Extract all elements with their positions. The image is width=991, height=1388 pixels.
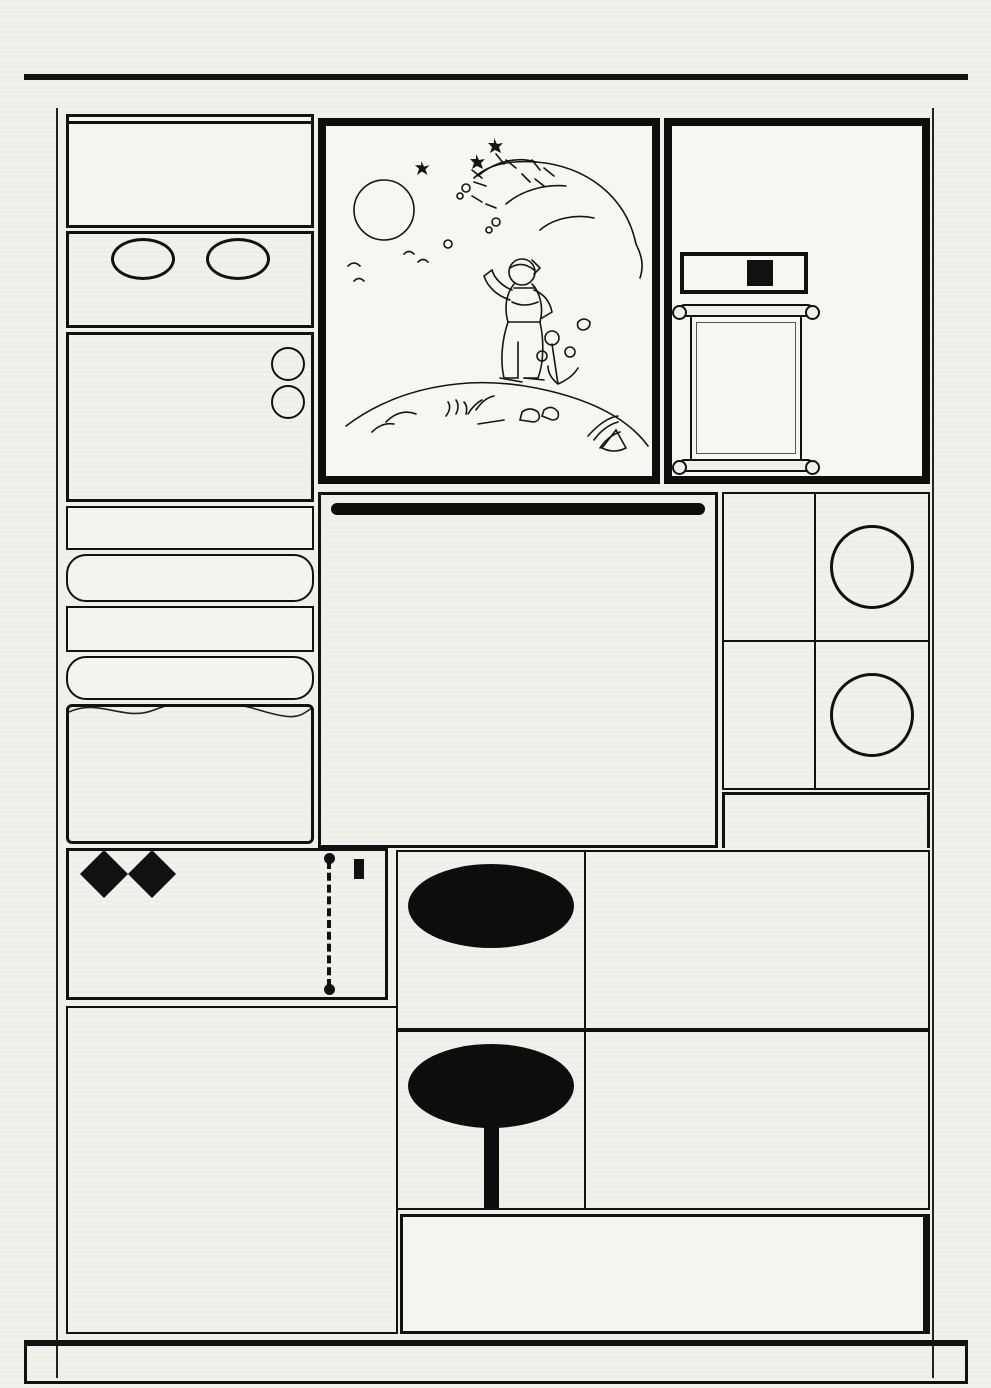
total-open-badge — [408, 864, 574, 948]
provide-number — [271, 347, 305, 381]
badge-stem — [484, 1124, 499, 1150]
imprint-footer — [24, 1340, 968, 1384]
lucky-zodiac-value — [78, 574, 302, 582]
stat-cell — [724, 494, 928, 640]
issue-number — [42, 35, 50, 62]
lucky-wave-row — [66, 606, 314, 652]
zodiac-puzzle-box — [66, 1006, 398, 1334]
gate-table-header — [69, 123, 311, 124]
scroll-verse — [696, 322, 796, 454]
provide-number — [271, 385, 305, 419]
lucky-range-row — [66, 656, 314, 700]
brand-band-left — [20, 108, 58, 1378]
special-open-row — [398, 1028, 928, 1208]
lucky-range-value — [78, 674, 302, 682]
scroll-roller-bottom — [678, 459, 814, 472]
pair-divider — [484, 1150, 499, 1208]
blank-advert-box — [400, 1214, 930, 1334]
scroll-roller-top — [678, 304, 814, 317]
line-drawing-figure-under-moon — [326, 126, 652, 476]
stat-cell — [724, 640, 928, 788]
computer-analysis-box — [318, 492, 718, 848]
diamond-badge — [80, 850, 128, 898]
hanging-scroll — [678, 304, 814, 476]
provide-column — [271, 343, 305, 463]
brand-band-right — [932, 108, 970, 1378]
stat-ball-number — [830, 525, 914, 609]
special-open-badge — [408, 1044, 574, 1128]
cold-hot-box — [66, 231, 314, 328]
cold-hot-number — [206, 238, 270, 280]
cover-illustration — [318, 118, 660, 484]
lucky-zodiac-row — [66, 554, 314, 602]
lucky-special-row — [66, 506, 314, 550]
diamond-badge — [128, 850, 176, 898]
latest-contribution-box — [66, 704, 314, 844]
cold-hot-number — [111, 238, 175, 280]
mystic-congrats-box — [66, 848, 388, 1000]
computer-analysis-banner — [331, 503, 705, 515]
current-special-box — [66, 332, 314, 502]
wavy-line — [69, 704, 314, 722]
buy-small-even-banner — [722, 792, 930, 848]
computer-analysis-paragraph — [321, 529, 715, 579]
mystic-title-box — [664, 118, 930, 484]
seal-square — [747, 260, 773, 286]
even-number-option — [499, 1150, 585, 1208]
brand-band-top — [30, 84, 964, 110]
handwritten-notes — [75, 343, 79, 463]
gate-hot-weak-table — [66, 114, 314, 228]
total-open-paragraph — [600, 864, 914, 895]
tips-label — [354, 859, 364, 879]
special-open-paragraph — [600, 1044, 914, 1075]
big-number-option — [398, 1150, 484, 1208]
dashed-divider — [327, 861, 331, 987]
stat-ball-number — [830, 673, 914, 757]
forecast-section — [396, 850, 930, 1210]
lucky-wave-value — [78, 625, 302, 633]
total-open-row — [398, 852, 928, 1028]
appearance-stats-box — [722, 492, 930, 790]
masthead — [24, 22, 968, 80]
code-chart-seal — [680, 252, 808, 294]
